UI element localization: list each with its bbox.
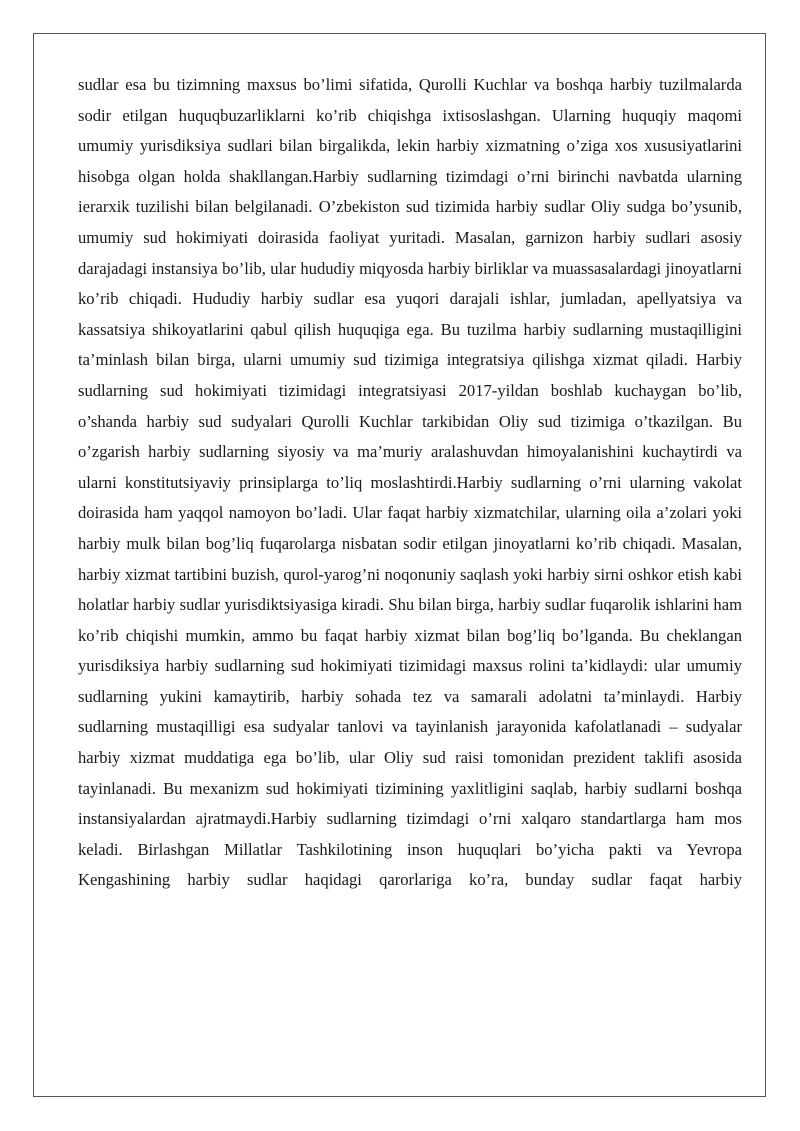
body-paragraph: sudlar esa bu tizimning maxsus bo’limi sifatida, Qurolli Kuchlar va boshqa harbiy tuzilmalarda sodir etilgan huquqbuzarliklarni ko’rib chiqishga ixtisoslashgan. Ularning huquqiy maqomi umumiy yurisdiksiya sudlari bilan birgalikda, lekin harbiy xizmatning o’ziga xos xususiyatlarini hisobga olgan holda shakllangan.Harbiy sudlarning tizimdagi o’rni birinchi navbatda ularning ierarxik tuzilishi bilan belgilanadi. O’zbekiston sud tizimida harbiy sudlar Oliy sudga bo’ysunib, umumiy sud hokimiyati doirasida faoliyat yuritadi. Masalan, garnizon harbiy sudlari asosiy darajadagi instansiya bo’lib, ular hududiy miqyosda harbiy birliklar va muassasalardagi jinoyatlarni ko’rib chiqadi. Hududiy harbiy sudlar esa yuqori darajali ishlar, jumladan, apellyatsiya va kassatsiya shikoyatlarini qabul qilish huquqiga ega. Bu tuzilma harbiy sudlarning mustaqilligini ta’minlash bilan birga, ularni umumiy sud tizimiga integratsiya qilishga xizmat qiladi. Harbiy sudlarning sud hokimiyati tizimidagi integratsiyasi 2017-yildan boshlab kuchaygan bo’lib, o’shanda harbiy sud sudyalari Qurolli Kuchlar tarkibidan Oliy sud tizimiga o’tkazilgan. Bu o’zgarish harbiy sudlarning siyosiy va ma’muriy aralashuvdan himoyalanishini kuchaytirdi va ularni konstitutsiyaviy prinsiplarga to’liq moslashtirdi.Harbiy sudlarning o’rni ularning vakolat doirasida ham yaqqol namoyon bo’ladi. Ular faqat harbiy xizmatchilar, ularning oila a’zolari yoki harbiy mulk bilan bog’liq fuqarolarga nisbatan sodir etilgan jinoyatlarni ko’rib chiqadi. Masalan, harbiy xizmat tartibini buzish, qurol-yarog’ni noqonuniy saqlash yoki harbiy sirni oshkor etish kabi holatlar harbiy sudlar yurisdiktsiyasiga kiradi. Shu bilan birga, harbiy sudlar fuqarolik ishlarini ham ko’rib chiqishi mumkin, ammo bu faqat harbiy xizmat bilan bog’liq bo’lganda. Bu cheklangan yurisdiksiya harbiy sudlarning sud hokimiyati tizimidagi maxsus rolini ta’kidlaydi: ular umumiy sudlarning yukini kamaytirib, harbiy sohada tez va samarali adolatni ta’minlaydi. Harbiy sudlarning mustaqilligi esa sudyalar tanlovi va tayinlanish jarayonida kafolatlanadi – sudyalar harbiy xizmat muddatiga ega bo’lib, ular Oliy sud raisi tomonidan prezident taklifi asosida tayinlanadi. Bu mexanizm sud hokimiyati tizimining yaxlitligini saqlab, harbiy sudlarni boshqa instansiyalardan ajratmaydi.Harbiy sudlarning tizimdagi o’rni xalqaro standartlarga ham mos keladi. Birlashgan Millatlar Tashkilotining inson huquqlari bo’yicha pakti va Yevropa Kengashining harbiy sudlar haqidagi qarorlariga ko’ra, bunday sudlar faqat harbiy xyxy=(78,75,742,890)
